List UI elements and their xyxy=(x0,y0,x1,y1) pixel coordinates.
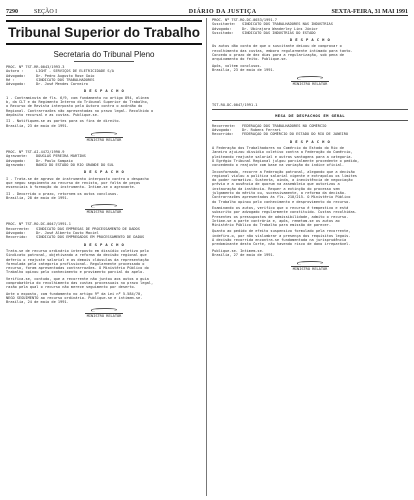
text-line: Examinando os autos, verifico que o recurso é tempestivo e está xyxy=(212,205,349,210)
party-name: SINDICATO DOS TRABALHADORES NAS INDÚSTRIAS xyxy=(242,22,333,27)
decision-paragraph xyxy=(212,64,408,73)
party-name: DOUGLAS PEREIRA MARTINS xyxy=(36,154,86,159)
case-block-l2 xyxy=(6,150,202,214)
text-line: Intime-se a parte contrária e, após, remetam-se os autos ao xyxy=(212,218,340,223)
text-line: indefiro-o, por não vislumbrar a presença dos requisitos legais. xyxy=(212,233,351,238)
party-role: Suscitado: xyxy=(212,30,234,35)
text-line: A Federação dos Trabalhadores no Comércio do Estado do Rio de xyxy=(212,146,344,151)
case-block-l1 xyxy=(6,65,202,142)
heading-rule xyxy=(212,109,408,110)
signature-block xyxy=(6,307,202,318)
text-line: essenciais à formação do instrumento. Intime-se o agravante. xyxy=(6,185,136,190)
text-line: II - Decorrido o prazo, retornem os autos conclusos. xyxy=(6,191,119,196)
party-name: BANCO DO ESTADO DO RIO GRANDE DO SUL xyxy=(36,163,114,168)
decision-title: D E S P A C H O xyxy=(289,37,331,43)
text-line: Brasília, 23 de maio de 1991. xyxy=(212,67,275,72)
text-line: O Egrégio Tribunal Regional julgou parcialmente procedente o pedido, xyxy=(212,158,360,163)
heading-rule xyxy=(212,120,408,121)
case-reference: PROC. Nº TST-AI-4472/1990.9 xyxy=(6,150,65,155)
section-rule xyxy=(74,61,134,62)
party-role: Recorrido: xyxy=(6,235,28,240)
text-line: Contrarrazões apresentadas às fls. 210/215. O Ministério Público xyxy=(212,195,351,200)
decision-paragraph xyxy=(212,44,408,61)
text-line: regional violou a política salarial vigente e extrapolou os limites xyxy=(212,173,357,178)
party-role: Advogado: xyxy=(6,82,26,87)
text-line: Trabalho opinou pelo conhecimento e provimento parcial do apelo. xyxy=(6,270,145,275)
party-name: FEDERAÇÃO DO COMÉRCIO DO ESTADO DO RIO DE JANEIRO xyxy=(242,132,349,137)
signature-mark xyxy=(291,75,329,82)
column-divider xyxy=(206,18,207,496)
signature-block xyxy=(6,203,202,214)
case-block-r1 xyxy=(212,18,408,87)
signatory-title: MINISTRO RELATOR xyxy=(86,314,122,319)
party-name: SINDICATO DOS TRABALHADORES xyxy=(36,77,95,82)
left-column xyxy=(6,18,202,498)
text-line: concedendo o reajuste com base na variação do índice oficial. xyxy=(212,163,344,168)
signature-mark xyxy=(85,203,123,210)
text-line: prévia e a ausência de quorum na assembleia que autorizou a xyxy=(212,182,340,187)
text-line: Brasília, 24 de maio de 1991. xyxy=(6,300,69,305)
text-line: NEGO SEGUIMENTO ao recurso ordinário. Publique-se e intimem-se. xyxy=(6,295,143,300)
party-row xyxy=(6,235,202,239)
case-block-r2 xyxy=(212,124,408,272)
text-line: recurso, foram apresentadas contrarrazões. O Ministério Público do xyxy=(6,266,149,271)
party-row xyxy=(6,163,202,167)
party-role: Recorrente: xyxy=(6,226,30,231)
decision-title: D E S P A C H O xyxy=(289,138,331,144)
party-role: Agravado: xyxy=(6,163,26,168)
text-line: o Recurso de Revista interposto pela Autora contra o acórdão do xyxy=(6,104,143,109)
text-line: II - Notifiquem-se as partes para os fins de direito. xyxy=(6,119,121,124)
text-line: I - Trata-se de agravo de instrumento interposto contra o despacho xyxy=(6,176,149,181)
decision-title: D E S P A C H O xyxy=(83,241,125,247)
text-line: subscrito por advogado regularmente constituído. Custas recolhidas. xyxy=(212,210,357,215)
signatory-title: MINISTRO RELATOR xyxy=(86,137,122,142)
text-line: pleiteando reajuste salarial e outras vantagens para a categoria. xyxy=(212,154,353,159)
decision-paragraph xyxy=(212,170,408,204)
party-name: SINDICATO DAS EMPRESAS DE PROCESSAMENTO DE DADOS xyxy=(36,226,140,231)
text-line: A decisão recorrida encontra-se fundamentada na jurisprudência xyxy=(212,237,347,242)
section-heading: MESA DE DESPACHOS EM GERAL xyxy=(275,112,345,118)
text-line: deferiu o reajuste salarial e as demais cláusulas da representação xyxy=(6,257,149,262)
party-row xyxy=(6,82,202,86)
decision-title: D E S P A C H O xyxy=(83,169,125,175)
party-name: Dr. José Mendes Carneiro xyxy=(36,82,88,87)
text-line: formulada pela categoria profissional. Regularmente processado o xyxy=(6,261,145,266)
party-row xyxy=(212,132,408,136)
text-line: instauração da instância. Requer a extinção do processo sem xyxy=(212,186,340,191)
party-name: SINDICATO DAS INDÚSTRIAS DO ESTADO xyxy=(242,30,316,35)
text-line: predominante desta Corte, não havendo risco de dano irreparável. xyxy=(212,242,351,247)
text-line: Trata-se de recurso ordinário interposto em dissídio coletivo pelo xyxy=(6,248,149,253)
case-reference: PROC. Nº TST-RO-DC-0033/1991.7 xyxy=(212,18,277,22)
right-column xyxy=(212,18,408,498)
party-name: Dr. Paulo Sampaio xyxy=(36,158,73,163)
signature-block xyxy=(212,75,408,86)
text-line: Inconformada, recorre a Federação patronal, alegando que a decisão xyxy=(212,169,355,174)
party-name: Dr. Ubirajara Wanderley Lins Júnior xyxy=(242,26,318,31)
text-line: que negou seguimento ao recurso de revista, por falta de peças xyxy=(6,180,141,185)
decision-paragraph xyxy=(212,206,408,227)
text-line: comprobatória do recolhimento das custas processuais no prazo legal, xyxy=(6,280,154,285)
signature-block xyxy=(212,260,408,271)
text-line: Janeiro ajuizou dissídio coletivo contra a Federação do Comércio, xyxy=(212,150,353,155)
party-role: Advogado: xyxy=(6,73,26,78)
text-line: julgamento do mérito ou, sucessivamente, a reforma da decisão. xyxy=(212,191,347,196)
signature-block xyxy=(6,131,202,142)
signature-mark xyxy=(85,131,123,138)
masthead xyxy=(6,5,408,16)
text-line: Brasília, 27 de maio de 1991. xyxy=(212,252,275,257)
page-number: 7290 xyxy=(6,9,18,15)
party-row xyxy=(212,31,408,35)
decision-paragraph xyxy=(6,192,202,201)
text-line: Brasília, 23 de maio de 1991. xyxy=(6,123,69,128)
text-line: do Trabalho opinou pelo conhecimento e desprovimento do recurso. xyxy=(212,199,351,204)
party-name: Dr. José Alberto Couto Maciel xyxy=(36,231,99,236)
party-role: Advogado: xyxy=(212,26,232,31)
decision-paragraph xyxy=(212,229,408,246)
text-line: razão pela qual o recurso não merece seguimento por deserto. xyxy=(6,285,136,290)
case-reference: PROC. Nº TST-RR-0043/1993.3 xyxy=(6,65,65,69)
party-name: Dr. Pedro Augusto Rose Gaio xyxy=(36,73,95,78)
text-line: depósito recursal e as custas. Publique-se. xyxy=(6,112,100,117)
text-line: Concedo o prazo de dez dias para a regularização, sob pena de xyxy=(212,53,344,58)
party-role: Autora : xyxy=(6,69,24,74)
text-line: Verifica-se, contudo, que a recorrente não juntou aos autos a guia xyxy=(6,276,149,281)
text-line: Brasília, 28 de maio de 1991. xyxy=(6,195,69,200)
decision-paragraph xyxy=(212,249,408,258)
decision-paragraph xyxy=(6,292,202,305)
party-role: Recorrido: xyxy=(212,132,234,137)
case-ref-r2 xyxy=(212,103,408,107)
text-line: b, da CLT e do Regimento Interno do Tribunal Superior do Trabalho, xyxy=(6,100,149,105)
case-reference: PROC. Nº TST-RO-DC-0047/1991.1 xyxy=(6,222,71,227)
party-role: Advogado: xyxy=(6,158,26,163)
text-line: arquivamento do feito. Publique-se. xyxy=(212,57,288,62)
text-line: Publique-se. Intimem-se. xyxy=(212,248,264,253)
decision-paragraph xyxy=(212,146,408,167)
text-line: 1 - Contraminuta de fls. 6/9, com fundamento no artigo 894, alínea xyxy=(6,95,149,100)
decision-paragraph xyxy=(6,119,202,128)
text-line: Quanto ao pedido de efeito suspensivo formulado pela recorrente, xyxy=(212,229,351,234)
text-line: Sindicato patronal, objetivando a reforma da decisão regional que xyxy=(6,253,147,258)
text-line: do poder normativo. Sustenta, ainda, a inexistência de negociação xyxy=(212,178,353,183)
party-name: LIGHT - SERVIÇOS DE ELETRICIDADE S/A xyxy=(36,69,114,74)
text-line: Após, voltem conclusos. xyxy=(212,63,262,68)
case-block-l3 xyxy=(6,222,202,318)
case-reference: TST-RO-DC-0047/1991.1 xyxy=(212,102,258,107)
party-name: Dr. Rubens Ferrari xyxy=(242,128,281,133)
party-role: Suscitante: xyxy=(212,22,236,27)
text-line: Ante o exposto, com fundamento no artigo 9º da Lei nº 5.584/70, xyxy=(6,291,143,296)
decision-paragraph xyxy=(6,277,202,290)
party-role: Agravante: xyxy=(6,154,28,159)
signature-mark xyxy=(291,260,329,267)
section-title: Secretaria do Tribunal Pleno xyxy=(53,50,155,59)
issue-date: SEXTA-FEIRA, 31 MAI 1991 xyxy=(331,9,408,15)
text-line: Presentes os pressupostos de admissibilidade, admito o recurso. xyxy=(212,214,349,219)
decision-paragraph xyxy=(6,96,202,117)
party-name: SINDICATO DOS EMPREGADOS EM PROCESSAMENTO DE DADOS xyxy=(36,235,145,240)
text-line: Regional. Contrarrazões não apresentadas no prazo legal. Recolhido o xyxy=(6,108,154,113)
party-role: Recorrente: xyxy=(212,123,236,128)
party-name: FEDERAÇÃO DOS TRABALHADORES NO COMÉRCIO xyxy=(242,123,327,128)
decision-paragraph xyxy=(6,177,202,190)
signatory-title: MINISTRO RELATOR xyxy=(292,267,328,272)
decision-paragraph xyxy=(6,249,202,275)
text-line: Os autos dão conta de que o suscitante deixou de comprovar o xyxy=(212,44,342,49)
signatory-title: MINISTRO RELATOR xyxy=(292,82,328,87)
section-label: SEÇÃO I xyxy=(34,9,58,15)
signature-mark xyxy=(85,307,123,314)
party-role: Ré : xyxy=(6,77,15,82)
court-title: Tribunal Superior do Trabalho xyxy=(6,20,202,45)
text-line: recolhimento das custas, embora regularmente intimado para tanto. xyxy=(212,48,353,53)
signatory-title: MINISTRO RELATOR xyxy=(86,210,122,215)
decision-title: D E S P A C H O xyxy=(83,88,125,94)
journal-title: DIÁRIO DA JUSTIÇA xyxy=(188,9,257,15)
party-role: Advogado: xyxy=(212,128,232,133)
text-line: Ministério Público do Trabalho para emissão de parecer. xyxy=(212,223,331,228)
party-role: Advogado: xyxy=(6,231,26,236)
